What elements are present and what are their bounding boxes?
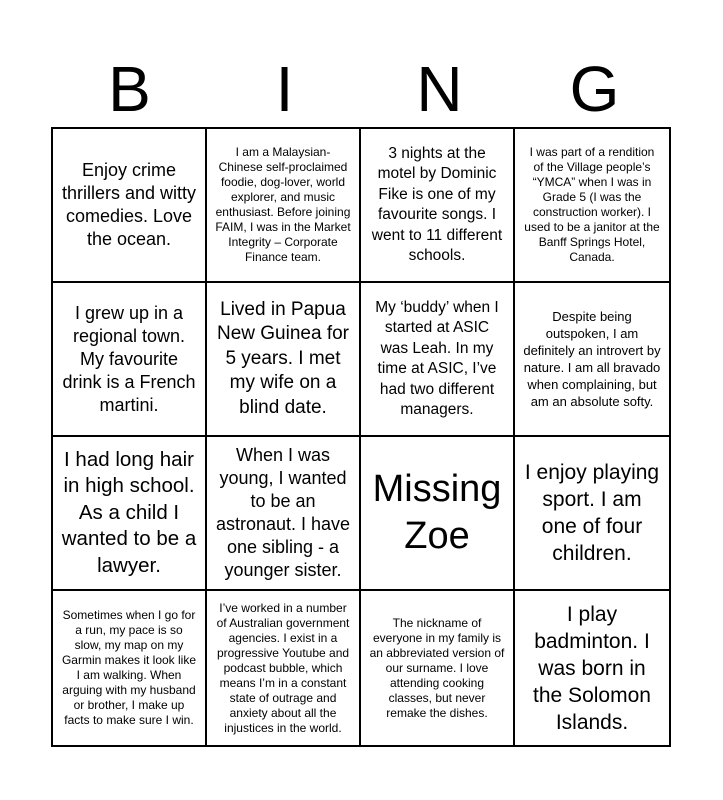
bingo-cell-text: I am a Malaysian-Chinese self-proclaimed foodie, dog-lover, world explorer, and music enthusiast. Before joining FAIM, I was in the Market Integrity – Corporate Finance team.: [215, 145, 351, 264]
bingo-cell[interactable]: [361, 129, 515, 283]
bingo-grid: [51, 127, 671, 747]
bingo-cell[interactable]: [515, 129, 669, 283]
bingo-cell[interactable]: [361, 591, 515, 745]
bingo-cell-text: I play badminton. I was born in the Solomon Islands.: [533, 602, 651, 734]
bingo-cell-text: I’ve worked in a number of Australian government agencies. I exist in a progressive Youtube and podcast bubble, which means I’m in a constant state of outrage and anxiety about all the injustices in the world.: [216, 600, 350, 735]
bingo-cell[interactable]: [53, 129, 207, 283]
bingo-cell-text: I enjoy playing sport. I am one of four children.: [524, 461, 660, 565]
bingo-cell-text: Lived in Papua New Guinea for 5 years. I met my wife on a blind date.: [216, 298, 349, 418]
bingo-cell-text: I was part of a rendition of the Village people’s “YMCA” when I was in Grade 5 (I was the construction worker). I used to be a janitor at the Banff Springs Hotel, Canada.: [524, 145, 660, 264]
bingo-cell-text: The nickname of everyone in my family is an abbreviated version of our surname. I love attending cooking classes, but never remake the dishes.: [369, 615, 505, 720]
bingo-cell[interactable]: [515, 283, 669, 437]
header-letter-g: G: [569, 53, 620, 125]
bingo-cell[interactable]: [53, 591, 207, 745]
bingo-cell-text: My ‘buddy’ when I started at ASIC was Leah. In my time at ASIC, I’ve had two different managers.: [375, 298, 499, 418]
bingo-cell[interactable]: [207, 437, 361, 591]
bingo-cell[interactable]: [207, 591, 361, 745]
bingo-header: [52, 52, 672, 127]
bingo-cell-text: When I was young, I wanted to be an astronaut. I have one sibling - a younger sister.: [215, 445, 351, 580]
bingo-cell-text: Enjoy crime thrillers and witty comedies. Love the ocean.: [61, 160, 197, 249]
bingo-cell[interactable]: [207, 283, 361, 437]
header-letter-b: B: [108, 53, 151, 125]
bingo-cell[interactable]: [53, 283, 207, 437]
bingo-cell-free[interactable]: [361, 437, 515, 591]
bingo-cell-text: 3 nights at the motel by Dominic Fike is one of my favourite songs. I went to 11 different schools.: [371, 144, 503, 264]
header-letter-n: N: [416, 53, 463, 125]
bingo-cell[interactable]: [515, 437, 669, 591]
bingo-cell[interactable]: [361, 283, 515, 437]
bingo-cell[interactable]: [515, 591, 669, 745]
bingo-cell-text: I had long hair in high school. As a child I wanted to be a lawyer.: [61, 447, 197, 577]
bingo-cell-text: I grew up in a regional town. My favourite drink is a French martini.: [62, 302, 196, 415]
bingo-cell[interactable]: [207, 129, 361, 283]
header-letter-i: I: [275, 53, 294, 125]
bingo-cell-text: Missing Zoe: [372, 468, 502, 557]
bingo-cell-text: Despite being outspoken, I am definitely an introvert by nature. I am all bravado when complaining, but am an absolute softy.: [523, 309, 661, 409]
bingo-cell[interactable]: [53, 437, 207, 591]
bingo-cell-text: Sometimes when I go for a run, my pace is so slow, my map on my Garmin makes it look like I am walking. When arguing with my husband or brother, I make up facts to make sure I win.: [61, 608, 197, 727]
